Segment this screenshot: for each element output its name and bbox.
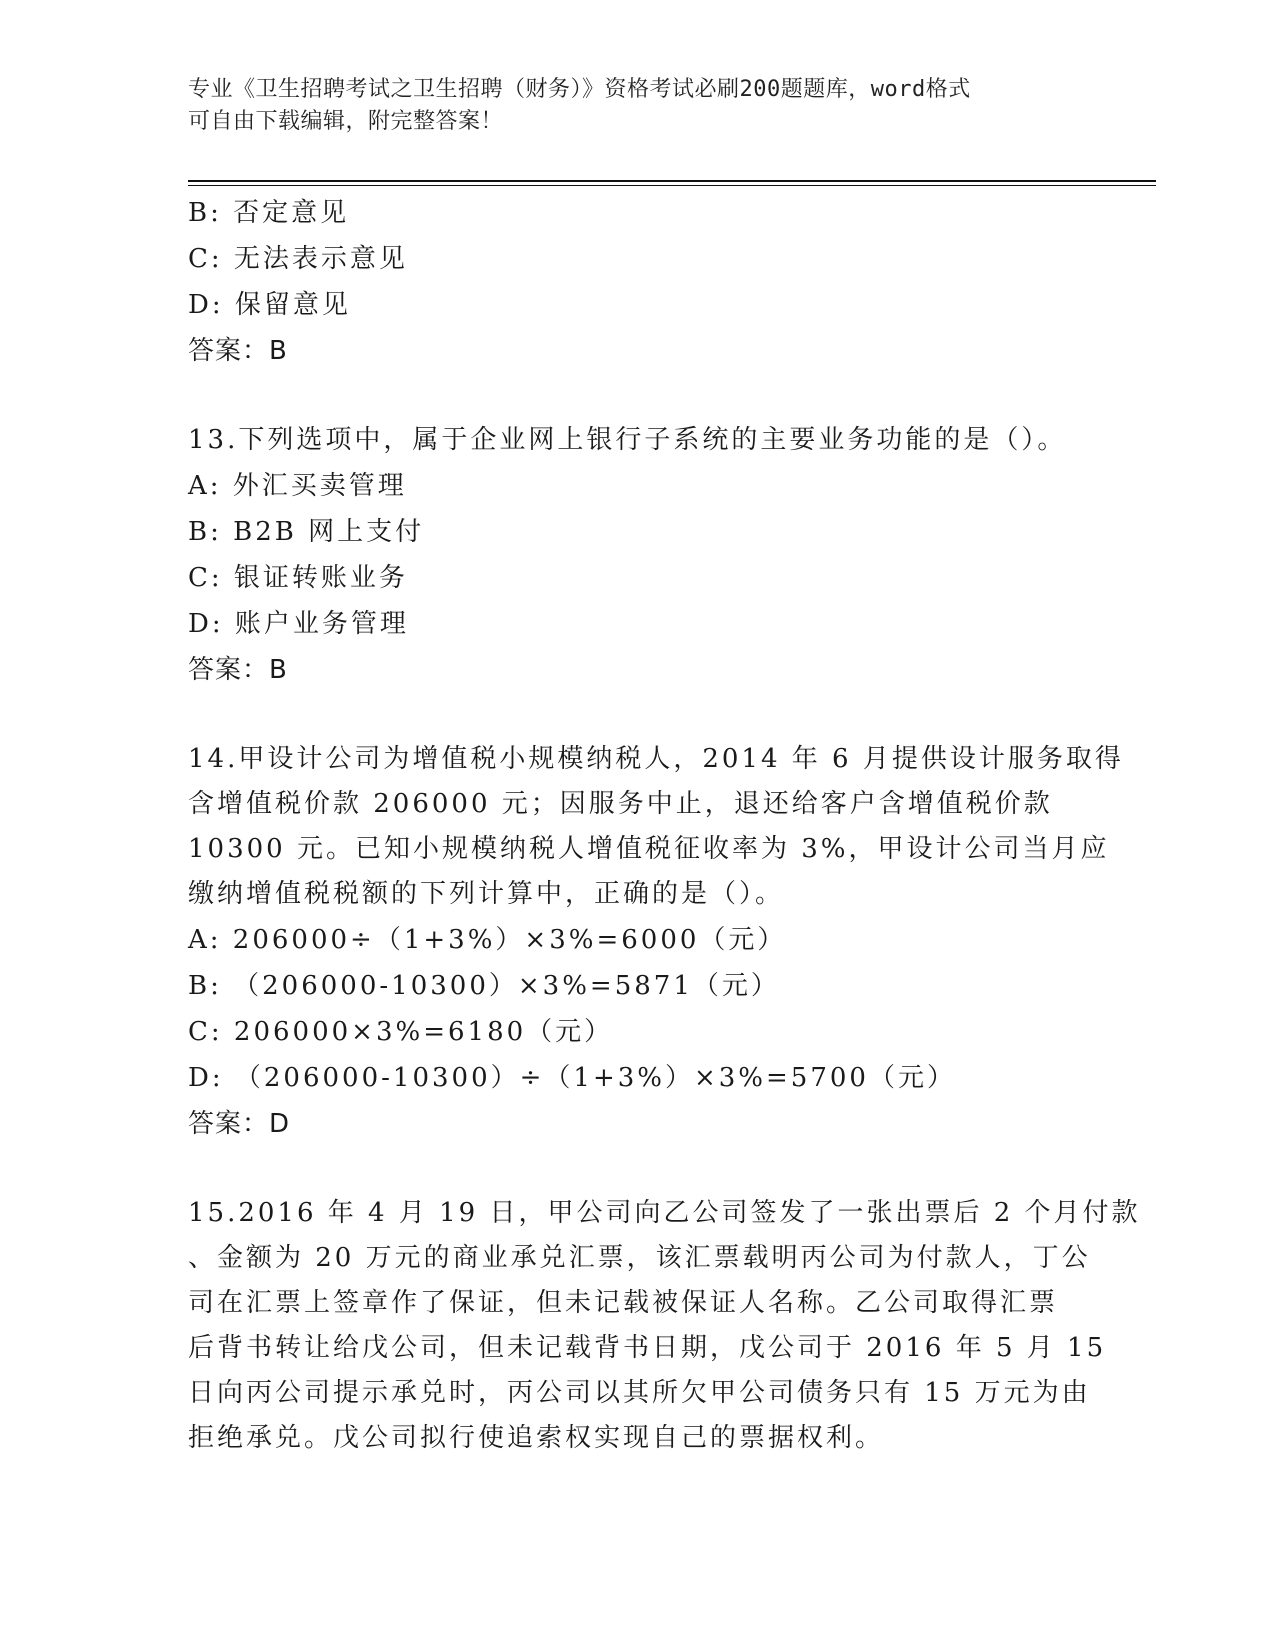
question-15 [188, 1191, 1141, 1461]
question-stem-line: 含增值税价款 206000 元；因服务中止，退还给客户含增值税价款 [188, 789, 1053, 819]
option-d: D: （206000-10300）÷（1+3%）×3%=5700（元） [188, 1063, 956, 1093]
question-stem: 13.下列选项中，属于企业网上银行子系统的主要业务功能的是（）。 [188, 425, 1067, 455]
option-b: B: B2B 网上支付 [188, 517, 425, 547]
option-c: C: 无法表示意见 [188, 244, 408, 274]
option-b: B: 否定意见 [188, 198, 350, 228]
question-stem-line: 缴纳增值税税额的下列计算中，正确的是（）。 [188, 879, 785, 909]
header-title-line-1: 专业《卫生招聘考试之卫生招聘（财务）》资格考试必刷200题题库，word格式 [188, 77, 971, 102]
question-stem-line: 司在汇票上签章作了保证，但未记载被保证人名称。乙公司取得汇票 [188, 1288, 1059, 1318]
document-header [188, 74, 1068, 138]
answer-label: 答案：D [188, 1109, 291, 1139]
question-stem-line: 10300 元。已知小规模纳税人增值税征收率为 3%，甲设计公司当月应 [188, 834, 1110, 864]
question-stem-line: 15.2016 年 4 月 19 日，甲公司向乙公司签发了一张出票后 2 个月付款 [188, 1198, 1141, 1228]
option-c: C: 银证转账业务 [188, 563, 408, 593]
question-stem-line: 后背书转让给戊公司，但未记载背书日期，戊公司于 2016 年 5 月 15 [188, 1333, 1107, 1363]
option-b: B: （206000-10300）×3%=5871（元） [188, 971, 780, 1001]
question-stem-line: 14.甲设计公司为增值税小规模纳税人，2014 年 6 月提供设计服务取得 [188, 744, 1124, 774]
header-divider-thin [188, 185, 1156, 186]
option-c: C: 206000×3%=6180（元） [188, 1017, 614, 1047]
header-title-line-2: 可自由下载编辑，附完整答案！ [188, 109, 504, 134]
question-stem-line: 日向丙公司提示承兑时，丙公司以其所欠甲公司债务只有 15 万元为由 [188, 1378, 1091, 1408]
answer-label: 答案：B [188, 655, 288, 685]
option-d: D: 账户业务管理 [188, 609, 409, 639]
question-stem-line: 、金额为 20 万元的商业承兑汇票，该汇票载明丙公司为付款人，丁公 [188, 1243, 1091, 1273]
question-13 [188, 418, 1088, 693]
document-body [188, 190, 1141, 1461]
question-stem-line: 拒绝承兑。戊公司拟行使追索权实现自己的票据权利。 [188, 1423, 885, 1453]
question-12-continued [188, 190, 1088, 374]
header-divider [188, 180, 1156, 182]
answer-label: 答案：B [188, 336, 288, 366]
option-a: A: 外汇买卖管理 [188, 471, 407, 501]
question-14 [188, 737, 1124, 1147]
option-a: A: 206000÷（1+3%）×3%=6000（元） [188, 925, 787, 955]
option-d: D: 保留意见 [188, 290, 351, 320]
